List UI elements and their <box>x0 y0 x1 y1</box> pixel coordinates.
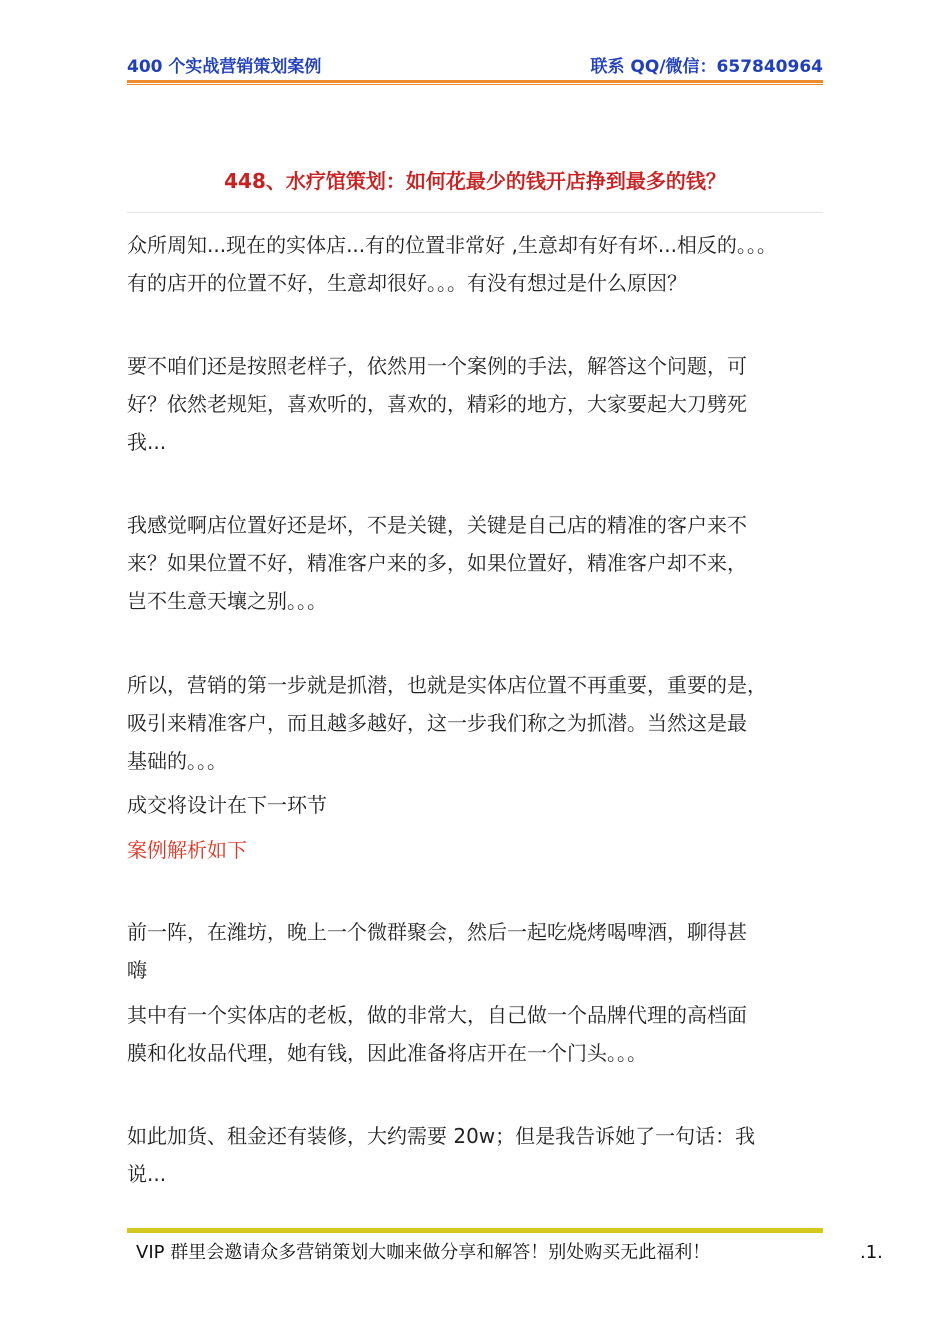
header-contact-info: 联系 QQ/微信：657840964 <box>590 57 823 77</box>
page-number: .1. <box>860 1242 883 1263</box>
paragraph-next-step <box>127 786 827 824</box>
paragraph-line: 案例解析如下 <box>127 838 247 862</box>
page-header <box>127 56 823 78</box>
footer-divider <box>127 1228 823 1233</box>
paragraph-intro <box>127 226 827 302</box>
paragraph-line: 要不咱们还是按照老样子，依然用一个案例的手法，解答这个问题，可 <box>127 354 747 378</box>
paragraph-store-owner <box>127 996 827 1072</box>
paragraph-line: 有的店开的位置不好，生意却很好。。。有没有想过是什么原因？ <box>127 271 687 295</box>
paragraph-method <box>127 347 827 461</box>
header-collection-title: 400 个实战营销策划案例 <box>127 57 322 77</box>
paragraph-line: 说... <box>127 1162 167 1186</box>
article-title: 448、水疗馆策划：如何花最少的钱开店挣到最多的钱？ <box>224 169 726 193</box>
paragraph-line: 如此加货、租金还有装修，大约需要 20w；但是我告诉她了一句话：我 <box>127 1124 756 1148</box>
paragraph-line: 前一阵，在潍坊，晚上一个微群聚会，然后一起吃烧烤喝啤酒，聊得甚 <box>127 920 747 944</box>
footer-promo-text: VIP 群里会邀请众多营销策划大咖来做分享和解答！别处购买无此福利！ <box>136 1242 711 1263</box>
paragraph-line: 膜和化妆品代理，她有钱，因此准备将店开在一个门头。。。 <box>127 1041 647 1065</box>
paragraph-key-point <box>127 506 827 620</box>
title-divider <box>127 212 823 213</box>
paragraph-line: 成交将设计在下一环节 <box>127 793 327 817</box>
paragraph-line: 其中有一个实体店的老板，做的非常大，自己做一个品牌代理的高档面 <box>127 1003 747 1027</box>
paragraph-line: 吸引来精准客户，而且越多越好，这一步我们称之为抓潜。当然这是最 <box>127 711 747 735</box>
paragraph-cost <box>127 1117 827 1193</box>
paragraph-line: 我感觉啊店位置好还是坏，不是关键，关键是自己店的精准的客户来不 <box>127 513 747 537</box>
paragraph-line: 好？依然老规矩，喜欢听的，喜欢的，精彩的地方，大家要起大刀劈死 <box>127 392 747 416</box>
header-divider-thick <box>127 80 823 83</box>
paragraph-line: 岂不生意天壤之别。。。 <box>127 589 327 613</box>
paragraph-meetup <box>127 913 827 989</box>
paragraph-line: 嗨 <box>127 958 147 982</box>
paragraph-line: 基础的。。。 <box>127 749 227 773</box>
header-divider-thin <box>127 84 823 85</box>
paragraph-line: 所以，营销的第一步就是抓潜，也就是实体店位置不再重要，重要的是， <box>127 673 767 697</box>
paragraph-line: 来？如果位置不好，精准客户来的多，如果位置好，精准客户却不来， <box>127 551 747 575</box>
paragraph-first-step <box>127 666 827 780</box>
paragraph-line: 众所周知...现在的实体店...有的位置非常好 ,生意却有好有坏...相反的。。。 <box>127 233 777 257</box>
case-analysis-heading <box>127 831 827 869</box>
paragraph-line: 我... <box>127 430 167 454</box>
